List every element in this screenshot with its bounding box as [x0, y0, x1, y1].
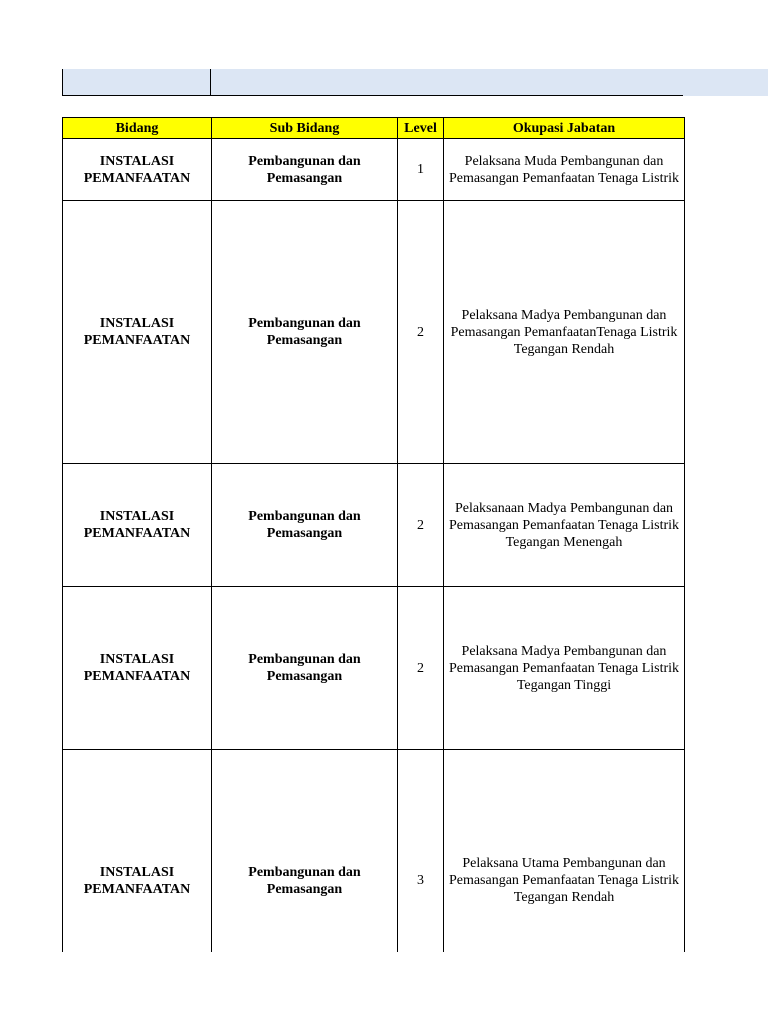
cell-bidang: INSTALASI PEMANFAATAN	[63, 750, 212, 952]
table-row	[63, 464, 685, 587]
cell-sub-bidang: Pembangunan dan Pemasangan	[212, 201, 398, 464]
cell-okupasi: Pelaksanaan Madya Pembangunan dan Pemasangan Pemanfaatan Tenaga Listrik Tegangan Menengah	[444, 464, 685, 587]
header-sub-bidang: Sub Bidang	[212, 118, 398, 139]
cell-level: 3	[398, 750, 444, 952]
header-bidang: Bidang	[63, 118, 212, 139]
top-header-cell-left	[62, 69, 211, 96]
cell-level: 2	[398, 464, 444, 587]
table-row	[63, 750, 685, 952]
cell-okupasi: Pelaksana Muda Pembangunan dan Pemasangan Pemanfaatan Tenaga Listrik	[444, 139, 685, 201]
cell-sub-bidang: Pembangunan dan Pemasangan	[212, 139, 398, 201]
top-header-band	[62, 69, 768, 96]
cell-sub-bidang: Pembangunan dan Pemasangan	[212, 464, 398, 587]
cell-okupasi: Pelaksana Utama Pembangunan dan Pemasangan Pemanfaatan Tenaga Listrik Tegangan Rendah	[444, 750, 685, 952]
cell-okupasi: Pelaksana Madya Pembangunan dan Pemasangan PemanfaatanTenaga Listrik Tegangan Rendah	[444, 201, 685, 464]
cell-level: 1	[398, 139, 444, 201]
okupasi-table	[62, 117, 685, 952]
table-row	[63, 139, 685, 201]
header-level: Level	[398, 118, 444, 139]
header-okupasi-jabatan: Okupasi Jabatan	[444, 118, 685, 139]
cell-bidang: INSTALASI PEMANFAATAN	[63, 139, 212, 201]
cell-okupasi: Pelaksana Madya Pembangunan dan Pemasangan Pemanfaatan Tenaga Listrik Tegangan Tinggi	[444, 587, 685, 750]
cell-bidang: INSTALASI PEMANFAATAN	[63, 464, 212, 587]
table-row	[63, 201, 685, 464]
cell-sub-bidang: Pembangunan dan Pemasangan	[212, 587, 398, 750]
cell-sub-bidang: Pembangunan dan Pemasangan	[212, 750, 398, 952]
cell-bidang: INSTALASI PEMANFAATAN	[63, 587, 212, 750]
top-header-cell-right	[211, 69, 683, 96]
cell-level: 2	[398, 201, 444, 464]
cell-bidang: INSTALASI PEMANFAATAN	[63, 201, 212, 464]
cell-level: 2	[398, 587, 444, 750]
table-row	[63, 587, 685, 750]
table-header-row	[63, 118, 685, 139]
